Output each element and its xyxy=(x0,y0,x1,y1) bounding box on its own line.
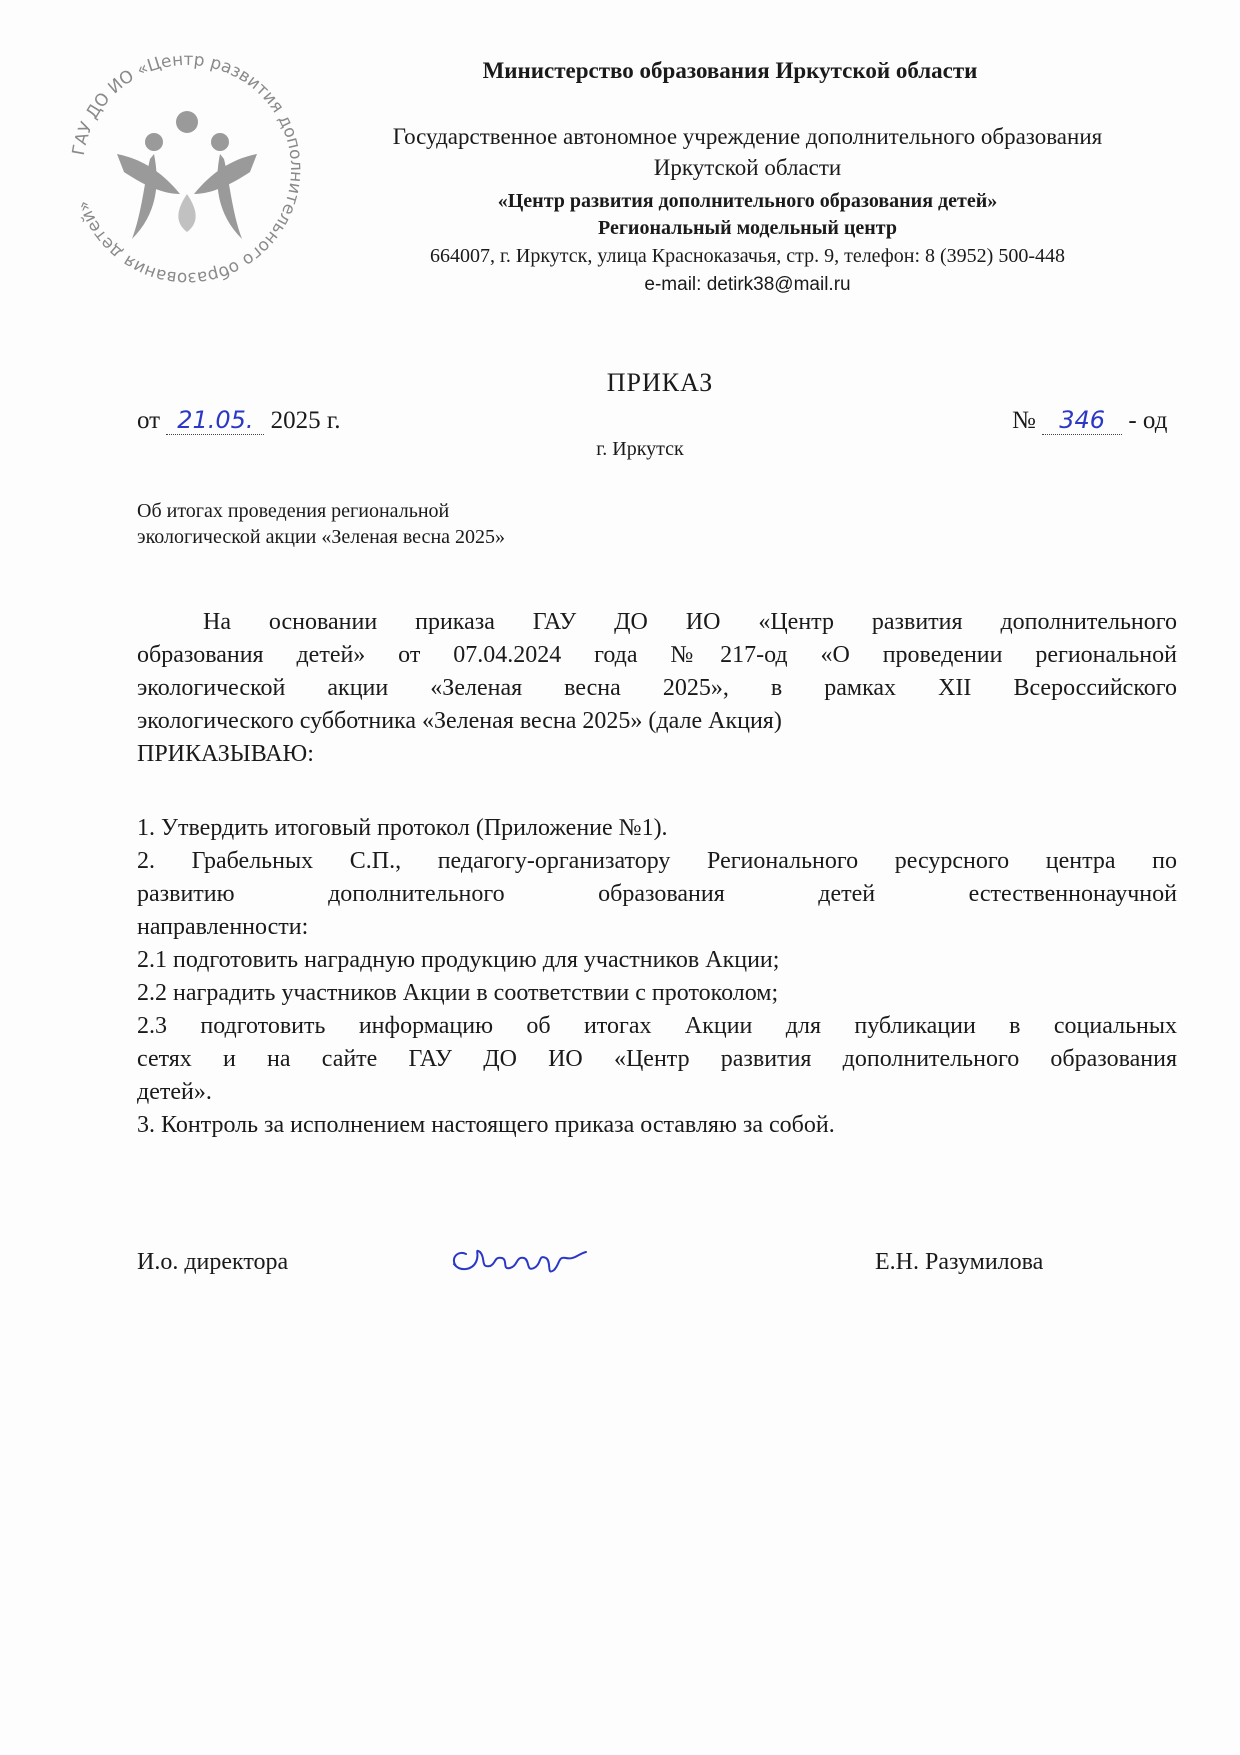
order-date xyxy=(137,406,341,435)
org-name-line4: Региональный модельный центр xyxy=(598,217,897,239)
org-name-line3: «Центр развития дополнительного образования детей» xyxy=(497,190,998,212)
order-item-2-3: 2.3 подготовить информацию об итогах Акции для публикации в социальных xyxy=(137,1013,1177,1039)
org-email: e-mail: detirk38@mail.ru xyxy=(644,274,851,295)
order-item-2-3-cont: детей». xyxy=(137,1079,212,1105)
date-suffix: 2025 г. xyxy=(270,407,341,434)
subject-line: экологической акции «Зеленая весна 2025» xyxy=(137,526,506,548)
signatory-name: Е.Н. Разумилова xyxy=(875,1249,1044,1275)
number-prefix: № xyxy=(1012,407,1036,434)
order-command: ПРИКАЗЫВАЮ: xyxy=(137,741,314,767)
number-suffix: - од xyxy=(1128,407,1168,434)
order-subject xyxy=(137,498,505,550)
paragraph-line: образования детей» от 07.04.2024 года №217-од «О проведении региональной xyxy=(137,642,1177,668)
handwritten-signature xyxy=(446,1228,596,1288)
preamble-paragraph xyxy=(137,606,1177,771)
paragraph-line: экологической акции «Зеленая весна 2025», в рамках XII Всероссийского xyxy=(137,675,1177,701)
order-item-2: 2. Грабельных С.П., педагогу-организатору Регионального ресурсного центра по xyxy=(137,848,1177,874)
organization-logo xyxy=(62,44,312,294)
org-address: 664007, г. Иркутск, улица Красноказачья, стр. 9, телефон: 8 (3952) 500-448 xyxy=(429,245,1065,267)
logo-figures-icon xyxy=(117,111,257,239)
logo-ring-text: ГАУ ДО ИО «Центр развития дополнительного образования детей» xyxy=(68,49,307,289)
org-name-line1: Государственное автономное учреждение дополнительного образования xyxy=(392,124,1103,149)
order-item-2-cont: направленности: xyxy=(137,914,309,940)
paragraph-line: На основании приказа ГАУ ДО ИО «Центр развития дополнительного xyxy=(203,609,1177,635)
order-item-2-3-cont: сетях и на сайте ГАУ ДО ИО «Центр развития дополнительного образования xyxy=(137,1046,1177,1072)
number-handwritten: 346 xyxy=(1042,406,1122,435)
order-item-2-1: 2.1 подготовить наградную продукцию для участников Акции; xyxy=(137,947,780,973)
ministry-name: Министерство образования Иркутской области xyxy=(482,58,978,83)
order-number xyxy=(1012,406,1167,435)
order-item-1: 1. Утвердить итоговый протокол (Приложение №1). xyxy=(137,815,668,841)
order-item-2-cont: развитию дополнительного образования детей естественнонаучной xyxy=(137,881,1177,907)
order-title: ПРИКАЗ xyxy=(606,368,714,397)
org-name-line2: Иркутской области xyxy=(653,155,842,180)
order-items xyxy=(137,812,1177,1142)
signatory-role: И.о. директора xyxy=(137,1249,289,1275)
subject-line: Об итогах проведения региональной xyxy=(137,500,450,522)
order-city: г. Иркутск xyxy=(596,438,684,460)
order-item-2-2: 2.2 наградить участников Акции в соответствии с протоколом; xyxy=(137,980,779,1006)
order-item-3: 3. Контроль за исполнением настоящего приказа оставляю за собой. xyxy=(137,1112,835,1138)
date-handwritten: 21.05. xyxy=(166,406,264,435)
paragraph-line: экологического субботника «Зеленая весна 2025» (дале Акция) xyxy=(137,708,782,734)
date-prefix: от xyxy=(137,407,161,434)
